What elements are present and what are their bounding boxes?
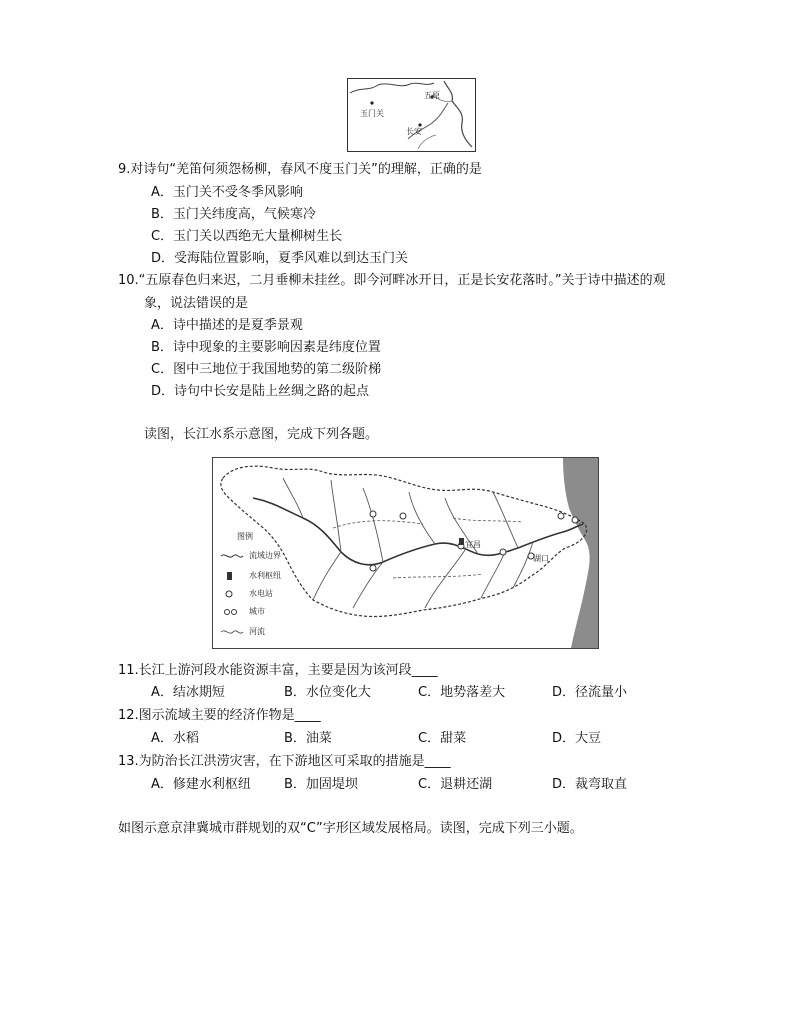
q13-option-b: B．加固堤坝: [284, 777, 358, 792]
q12-option-d: D．大豆: [552, 731, 602, 746]
silk-road-map: [347, 78, 476, 152]
yumenguan-label: 玉门关: [360, 109, 384, 118]
jingjinji-intro: 如图示意京津冀城市群规划的双“C”字形区域发展格局。读图，完成下列三小题。: [118, 821, 583, 836]
q12-option-c: C．甜菜: [418, 731, 467, 746]
changan-label: 长安: [406, 127, 422, 136]
q13-option-a: A．修建水利枢纽: [151, 777, 251, 792]
q10-option-c: C．图中三地位于我国地势的第二级阶梯: [151, 362, 382, 377]
legend-water-project: 水利枢纽: [249, 571, 281, 580]
q10-option-d: D．诗句中长安是陆上丝绸之路的起点: [151, 384, 370, 399]
q9-option-d: D．受海陆位置影响，夏季风难以到达玉门关: [151, 251, 409, 266]
q10-option-a: A．诗中描述的是夏季景观: [151, 318, 303, 333]
legend-river: 河流: [249, 627, 265, 636]
legend-title: 图例: [237, 532, 253, 541]
q10-option-b: B．诗中现象的主要影响因素是纬度位置: [151, 340, 381, 355]
q10-stem-line2: 象，说法错误的是: [144, 296, 249, 311]
q9-stem: 9.对诗句“羌笛何须怨杨柳，春风不度玉门关”的理解，正确的是: [118, 162, 482, 177]
q9-option-a: A．玉门关不受冬季风影响: [151, 185, 303, 200]
q10-stem-line1: 10.“五原春色归来迟，二月垂柳未挂丝。即今河畔冰开日，正是长安花落时。”关于诗中描述的观: [118, 273, 666, 288]
legend-basin-boundary: 流域边界: [249, 551, 281, 560]
legend-city: 城市: [249, 607, 265, 616]
q12-option-a: A．水稻: [151, 731, 199, 746]
q11-option-a: A．结冰期短: [151, 685, 225, 700]
q13-option-c: C．退耕还湖: [418, 777, 493, 792]
yangtze-intro: 读图，长江水系示意图，完成下列各题。: [144, 427, 379, 442]
q11-option-d: D．径流量小: [552, 685, 628, 700]
q13-stem: 13.为防治长江洪涝灾害，在下游地区可采取的措施是____: [118, 754, 451, 769]
q13-option-d: D．裁弯取直: [552, 777, 628, 792]
yangtze-map: [212, 457, 599, 649]
hukou-label: 湖口: [533, 554, 549, 563]
q11-stem: 11.长江上游河段水能资源丰富，主要是因为该河段____: [118, 663, 438, 678]
q12-stem: 12.图示流域主要的经济作物是____: [118, 708, 321, 723]
legend-hydro-station: 水电站: [249, 589, 273, 598]
q11-option-b: B．水位变化大: [284, 685, 371, 700]
wuyuan-label: 五原: [424, 91, 440, 100]
yichang-label: 宜昌: [465, 540, 481, 549]
q12-option-b: B．油菜: [284, 731, 332, 746]
q11-option-c: C．地势落差大: [418, 685, 506, 700]
q9-option-c: C．玉门关以西绝无大量柳树生长: [151, 229, 343, 244]
q9-option-b: B．玉门关纬度高，气候寒冷: [151, 207, 316, 222]
